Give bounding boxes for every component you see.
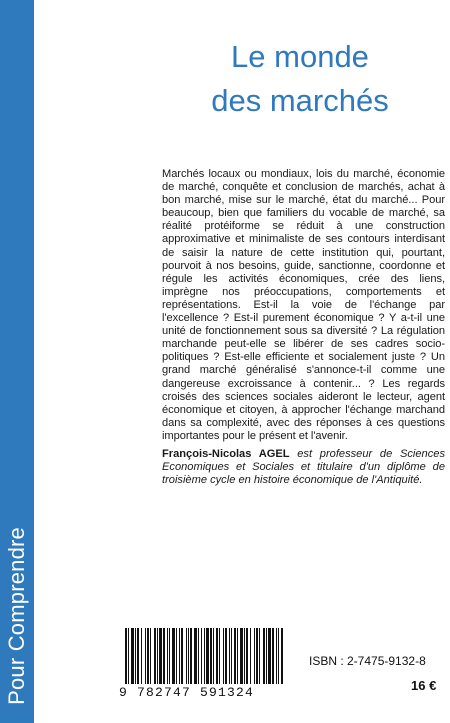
barcode-bar	[276, 628, 277, 684]
barcode-bar	[154, 628, 156, 684]
barcode-bar	[135, 628, 136, 684]
barcode-bar	[125, 628, 127, 684]
barcode-bar	[281, 628, 283, 684]
barcode-bar	[198, 628, 199, 684]
barcode-bar	[263, 628, 265, 684]
barcode-digits: 9 782747 591324	[119, 685, 255, 700]
barcode-bar	[272, 628, 274, 684]
barcode-bar	[157, 628, 158, 684]
barcode-bar	[176, 628, 177, 684]
barcode-bar	[266, 628, 267, 684]
barcode-bar	[167, 628, 168, 684]
barcode-bar	[225, 628, 227, 684]
barcode-bar	[181, 628, 183, 684]
barcode-bar	[244, 628, 245, 684]
barcode-bar	[223, 628, 224, 684]
book-title	[150, 35, 450, 123]
barcode-bar	[210, 628, 212, 684]
barcode-bar	[254, 628, 255, 684]
barcode-bar	[234, 628, 236, 684]
barcode-bar	[131, 628, 134, 684]
barcode-bar	[229, 628, 230, 684]
barcode-bar	[179, 628, 180, 684]
barcode-bar	[194, 628, 197, 684]
barcode	[125, 628, 283, 684]
barcode-bar	[137, 628, 139, 684]
book-title-line-2: des marchés	[211, 83, 389, 118]
barcode-bar	[128, 628, 129, 684]
barcode-bar	[145, 628, 146, 684]
barcode-bar	[213, 628, 214, 684]
barcode-bar	[201, 628, 202, 684]
barcode-bar	[231, 628, 232, 684]
barcode-bar	[219, 628, 220, 684]
barcode-bar	[169, 628, 170, 684]
barcode-bar	[186, 628, 187, 684]
author-description: est professeur de Sciences Economiques et Sociales et titulaire d'un diplôme de troisième cycle en histoire économique de l'Antiquité.	[162, 448, 445, 487]
barcode-bar	[259, 628, 260, 684]
barcode-bar	[206, 628, 209, 684]
barcode-bar	[147, 628, 149, 684]
isbn: ISBN : 2-7475-9132-8	[309, 654, 426, 668]
author-bio	[162, 448, 445, 487]
barcode-bar	[150, 628, 151, 684]
author-name: François-Nicolas AGEL	[162, 448, 290, 460]
barcode-bar	[141, 628, 142, 684]
book-title-line-1: Le monde	[231, 39, 369, 74]
barcode-bar	[268, 628, 271, 684]
barcode-block	[119, 628, 283, 700]
series-label: Pour Comprendre	[4, 527, 29, 705]
barcode-bar	[256, 628, 258, 684]
barcode-bar	[246, 628, 248, 684]
barcode-bar	[237, 628, 238, 684]
back-cover-blurb: Marchés locaux ou mondiaux, lois du marché, économie de marché, conquête et conclusion de marchés, achat à bon marché, mise sur le marché, état du marché... Pour beaucoup, bien que familiers du vocable de marché, sa réalité protéiforme se réduit à une construction approximative et minimaliste de ses contours interdisant de saisir la nature de cette institution qui, pourtant, pourvoit à nos besoins, guide, sanctionne, coordonne et régule les activités économiques, crée des liens, imprègne nos préoccupations, comportements et représentations. Est-il la voie de l'échange par l'excellence ? Est-il purement économique ? Y a-t-il une unité de fonctionnement sous sa diversité ? La régulation marchande peut-elle se libérer de ses cadres socio-politiques ? Est-elle efficiente et socialement juste ? Un grand marché généralisé s'annonce-t-il comme une dangereuse excroissance à contenir... ? Les regards croisés des sciences sociales aideront le lecteur, agent économique et citoyen, à approcher l'échange marchand dans sa complexité, avec des réponses à ces questions importantes pour le présent et l'avenir.	[162, 168, 445, 442]
barcode-bar	[216, 628, 218, 684]
barcode-bar	[159, 628, 162, 684]
series-label-container	[0, 0, 34, 723]
barcode-bar	[240, 628, 243, 684]
barcode-bar	[172, 628, 175, 684]
barcode-bar	[190, 628, 192, 684]
barcode-bar	[163, 628, 165, 684]
barcode-bar	[204, 628, 205, 684]
price: 16 €	[411, 678, 437, 693]
barcode-bar	[188, 628, 189, 684]
barcode-bar	[278, 628, 279, 684]
barcode-bar	[250, 628, 251, 684]
